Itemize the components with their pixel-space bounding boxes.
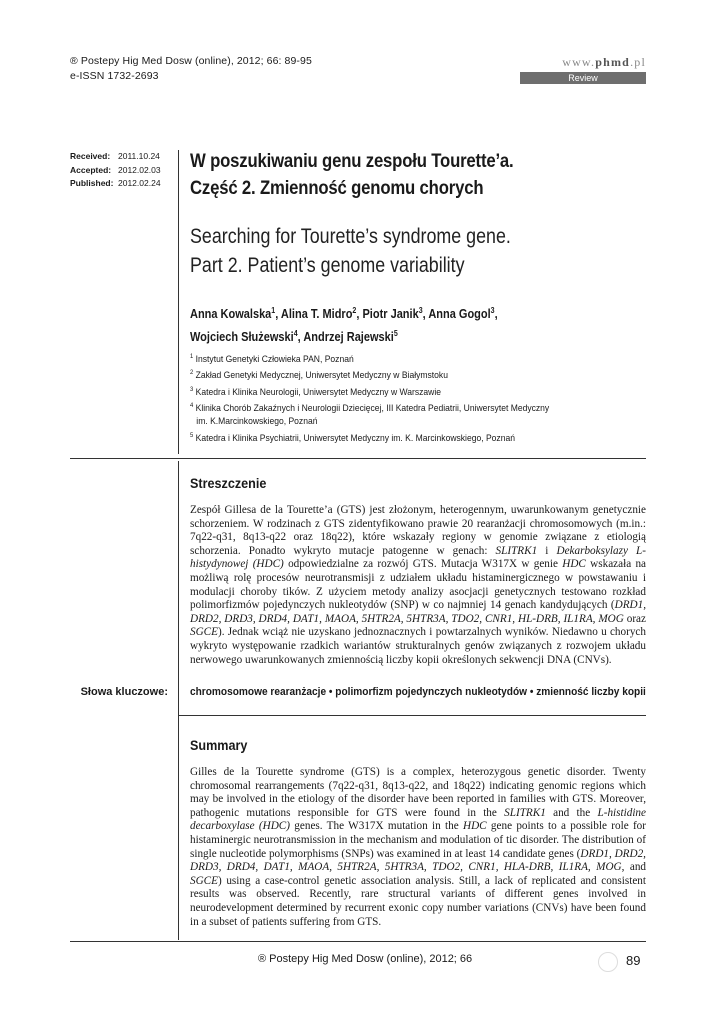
margin-rule-top bbox=[178, 150, 179, 454]
published-date: 2012.02.24 bbox=[118, 178, 161, 188]
keyword: chromosomowe rearanżacje bbox=[190, 686, 327, 698]
journal-website[interactable]: www.phmd.pl bbox=[562, 55, 646, 69]
journal-citation: ® Postepy Hig Med Dosw (online), 2012; 66: 89-95 bbox=[70, 55, 312, 67]
received-date: 2011.10.24 bbox=[118, 151, 160, 161]
title-polish: W poszukiwaniu genu zespołu Tourette’a. Część 2. Zmienność genomu chorych bbox=[190, 151, 514, 199]
margin-rule-bottom bbox=[178, 461, 179, 940]
footer-rule bbox=[70, 941, 646, 942]
affiliation-5: $^5$ Katedra i Klinika Psychiatrii, Uniwersytet Medyczny im. K. Marcinkowskiego, Poznań bbox=[190, 431, 515, 444]
affiliation-1: $^1$ Instytut Genetyki Człowieka PAN, Poznań bbox=[190, 353, 354, 366]
abstract-en-text: Gilles de la Tourette syndrome (GTS) is a complex, heterozygous genetic disorder. Twenty chromosomal rearrangements (7q22-q31, 8q13-q22, and 18q22) indicating genomic regions which may be involved in the etiology of the disorder have been reported in families with GTS. Moreover, pathogenic mutations responsible for GTS were found in the SLITRK1 and the L-histidine decarboxylase (HDC) genes. The W317X mutation in the HDC gene points to a possible role for histaminergic neurotransmission in the mechanism and modulation of tic disorder. The distribution of single nucleotide polymorphisms (SNPs) was examined in at least 14 candidate genes (DRD1, DRD2, DRD3, DRD4, DAT1, MAOA, 5HTR2A, 5HTR3A, TDO2, CNR1, HLA-DRB, IL1RA, MOG, and SGCE) using a case-control genetic association analysis. Still, a lack of replicated and consistent results was observed. Recently, rare structural variants of different genes involved in neurodevelopment determined by recurrent exonic copy number variations (CNVs) have been found in a subset of patients suffering from GTS. bbox=[190, 766, 647, 928]
affiliation-4: $^4$ Klinika Chorób Zakaźnych i Neurologii Dziecięcej, III Katedra Pediatrii, Uniwersytet Medyczny bbox=[190, 402, 550, 415]
issn: e-ISSN 1732-2693 bbox=[70, 70, 159, 82]
accepted-label: Accepted: bbox=[70, 164, 112, 175]
keyword: polimorfizm pojedynczych nukleotydów bbox=[335, 686, 528, 698]
abstract-pl-text: Zespół Gillesa de la Tourette’a (GTS) jest złożonym, heterogennym, uwarunkowanym genetycznie schorzeniem. W rodzinach z GTS zidentyfikowano prawie 20 rearanżacji chromosomowych (m.in.: 7q22-q31, 8q13-q22 oraz 18q22), które wskazały regiony w genomie związane z etiologią schorzenia. Ponadto wykryto mutacje patogenne w genach: SLITRK1 i Dekarboksylazy L-histydynowej (HDC) odpowiedzialne za rozwój GTS. Mutacja W317X w genie HDC wskazała na możliwą rolę procesów neurotransmisji z udziałem układu histaminergicznego w powstawaniu i modulacji choroby tików. Z użyciem metody analizy asocjacji genetycznych testowano rozkład polimorfizmów pojedynczych nukleotydów (SNP) w co najmniej 14 genach kandydujących (DRD1, DRD2, DRD3, DRD4, DAT1, MAOA, 5HTR2A, 5HTR3A, TDO2, CNR1, HL-DRB, IL1RA, MOG oraz SGCE). Jednak wciąż nie uzyskano jednoznacznych i powtarzalnych wyników. Niedawno u chorych wykryto występowanie rzadkich wariantów strukturalnych genów związanych z rozwojem układu nerwowego uwarunkowanych zmiennością liczby kopii określonych sekwencji DNA (CNVs). bbox=[190, 504, 647, 666]
abstract-en-heading: Summary bbox=[190, 737, 248, 753]
keywords-list: chromosomowe rearanżacje • polimorfizm pojedynczych nukleotydów • zmienność liczby kopii bbox=[190, 686, 646, 698]
accepted-date: 2012.02.03 bbox=[118, 164, 161, 175]
affiliation-3: $^3$ Katedra i Klinika Neurologii, Uniwersytet Medyczny w Warszawie bbox=[190, 385, 441, 398]
published-label: Published: bbox=[70, 178, 114, 188]
keywords-divider bbox=[178, 715, 646, 716]
affiliation-4-cont: im. K.Marcinkowskiego, Poznań bbox=[196, 416, 318, 428]
received-label: Received: bbox=[70, 151, 111, 161]
author-list: Anna Kowalska$^1$, Alina T. Midro$^2$, Piotr Janik$^3$, Anna Gogol$^3$, Wojciech Służewski$^4$, Andrzej Rajewski$^5$ bbox=[190, 306, 498, 345]
affiliations bbox=[190, 350, 549, 445]
keywords-label: Słowa kluczowe: bbox=[80, 686, 168, 698]
article-type-badge: Review bbox=[520, 72, 646, 84]
abstract-pl-heading: Streszczenie bbox=[190, 475, 267, 491]
watermark-circle-icon bbox=[598, 952, 618, 972]
page-number: 89 bbox=[626, 953, 641, 968]
affiliation-2: $^2$ Zakład Genetyki Medycznej, Uniwersytet Medyczny w Białymstoku bbox=[190, 369, 448, 382]
article-dates bbox=[70, 150, 161, 191]
title-english: Searching for Tourette’s syndrome gene. Part 2. Patient’s genome variability bbox=[190, 225, 511, 277]
footer-citation: ® Postepy Hig Med Dosw (online), 2012; 66 bbox=[258, 953, 473, 965]
section-divider bbox=[70, 458, 646, 459]
keyword: zmienność liczby kopii bbox=[536, 686, 646, 698]
